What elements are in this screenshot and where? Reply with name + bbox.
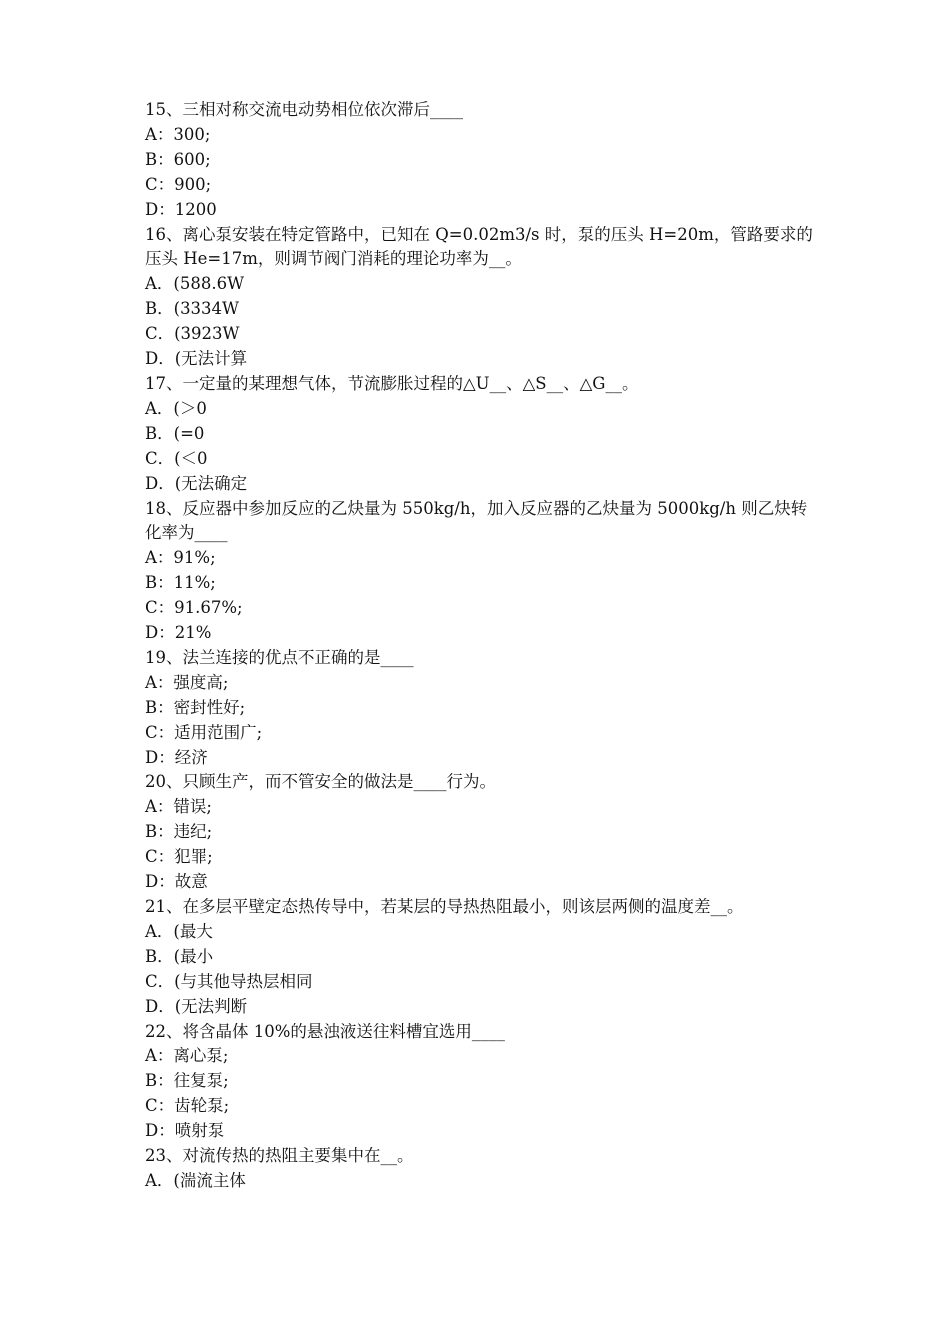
question-17 — [145, 372, 813, 497]
option-a: A：强度高; — [145, 672, 229, 692]
option-a: A：错误; — [145, 797, 212, 817]
option-c: C：91.67%; — [145, 598, 243, 618]
option-b: B：往复泵; — [145, 1071, 229, 1091]
option-c: C．(＜0 — [145, 448, 208, 468]
option-c: C：犯罪; — [145, 847, 213, 867]
option-a: A．(湍流主体 — [145, 1170, 246, 1190]
option-d: D：喷射泵 — [145, 1121, 225, 1141]
question-text: 17、一定量的某理想气体，节流膨胀过程的△U__、△S__、△G__。 — [145, 373, 639, 393]
question-text: 22、将含晶体 10%的悬浊液送往料槽宜选用____ — [145, 1021, 505, 1041]
question-23 — [145, 1144, 813, 1194]
option-d: D：1200 — [145, 199, 217, 219]
question-text: 15、三相对称交流电动势相位依次滞后____ — [145, 100, 463, 119]
option-c: C：齿轮泵; — [145, 1096, 230, 1116]
option-b: B．(最小 — [145, 946, 214, 966]
question-text: 19、法兰连接的优点不正确的是____ — [145, 647, 414, 667]
option-a: A：离心泵; — [145, 1046, 229, 1066]
option-c: C．(3923W — [145, 324, 240, 344]
option-b: B．(3334W — [145, 299, 240, 319]
option-c: C：适用范围广; — [145, 722, 263, 742]
question-15 — [145, 98, 813, 223]
option-a: A：91%; — [145, 548, 216, 568]
option-b: B：密封性好; — [145, 697, 246, 717]
option-a: A：300; — [145, 124, 211, 144]
question-16 — [145, 223, 813, 372]
option-b: B：违纪; — [145, 822, 213, 842]
option-b: B．(=0 — [145, 423, 205, 443]
question-19 — [145, 646, 813, 771]
option-d: D：故意 — [145, 872, 208, 892]
question-list — [145, 98, 813, 1194]
option-d: D：21% — [145, 623, 212, 643]
question-21 — [145, 895, 813, 1020]
question-22 — [145, 1020, 813, 1145]
option-d: D．(无法确定 — [145, 473, 248, 493]
option-b: B：600; — [145, 149, 211, 169]
option-a: A．(最大 — [145, 921, 213, 941]
option-a: A．(588.6W — [145, 274, 245, 294]
question-text: 21、在多层平壁定态热传导中，若某层的导热热阻最小，则该层两侧的温度差__。 — [145, 897, 744, 916]
question-text: 16、离心泵安装在特定管路中，已知在 Q=0.02m3/s 时，泵的压头 H=20m，管路要求的压头 He=17m，则调节阀门消耗的理论功率为__。 — [145, 224, 813, 269]
option-d: D．(无法判断 — [145, 996, 248, 1016]
question-20 — [145, 770, 813, 895]
option-c: C：900; — [145, 174, 212, 194]
option-d: D：经济 — [145, 747, 208, 767]
question-text: 20、只顾生产，而不管安全的做法是____行为。 — [145, 772, 496, 792]
option-c: C．(与其他导热层相同 — [145, 971, 313, 991]
question-text: 18、反应器中参加反应的乙炔量为 550kg/h，加入反应器的乙炔量为 5000kg/h 则乙炔转化率为____ — [145, 498, 808, 543]
question-18 — [145, 497, 813, 646]
option-d: D．(无法计算 — [145, 349, 248, 369]
question-text: 23、对流传热的热阻主要集中在__。 — [145, 1146, 414, 1166]
option-a: A．(＞0 — [145, 398, 207, 418]
option-b: B：11%; — [145, 573, 216, 593]
